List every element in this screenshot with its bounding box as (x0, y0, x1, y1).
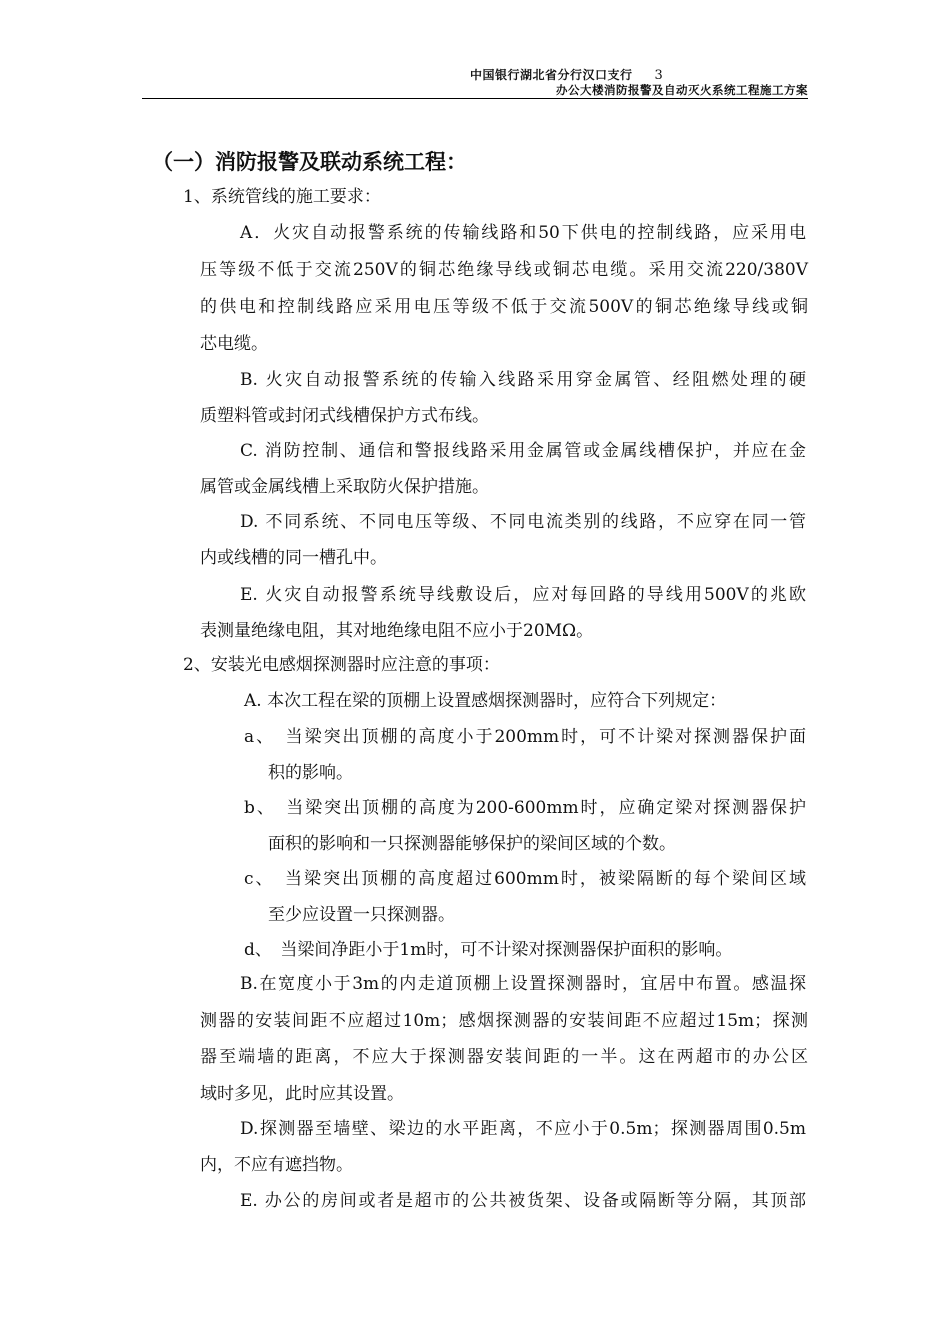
body-line: B.在宽度小于3m的内走道顶棚上设置探测器时，宜居中布置。感温探 (240, 974, 806, 994)
body-line: B. 火灾自动报警系统的传输入线路采用穿金属管、经阻燃处理的硬 (240, 370, 806, 390)
body-line: A. 本次工程在梁的顶棚上设置感烟探测器时，应符合下列规定： (244, 691, 727, 711)
body-line: 至少应设置一只探测器。 (268, 905, 455, 925)
body-line: 内或线槽的同一槽孔中。 (200, 548, 387, 568)
body-line: 内，不应有遮挡物。 (200, 1155, 353, 1175)
body-line: C. 消防控制、通信和警报线路采用金属管或金属线槽保护，并应在金 (240, 441, 806, 461)
body-line: 2、安装光电感烟探测器时应注意的事项： (183, 655, 500, 675)
header-divider (142, 98, 808, 99)
body-line: E. 火灾自动报警系统导线敷设后，应对每回路的导线用500V的兆欧 (240, 585, 806, 605)
body-line: 质塑料管或封闭式线槽保护方式布线。 (200, 406, 489, 426)
page-number: 3 (654, 68, 664, 83)
body-line: A．火灾自动报警系统的传输线路和50下供电的控制线路，应采用电 (240, 223, 806, 243)
body-line: 表测量绝缘电阻，其对地绝缘电阻不应小于20MΩ。 (200, 621, 594, 641)
page-header-title: 办公大楼消防报警及自动灭火系统工程施工方案 (556, 83, 808, 97)
body-line: 面积的影响和一只探测器能够保护的梁间区域的个数。 (268, 834, 676, 854)
body-line: 属管或金属线槽上采取防火保护措施。 (200, 477, 489, 497)
section-heading: （一）消防报警及联动系统工程： (152, 150, 467, 174)
body-line: 1、系统管线的施工要求： (183, 187, 381, 207)
body-line: D.探测器至墙壁、梁边的水平距离，不应小于0.5m；探测器周围0.5m (240, 1119, 806, 1139)
page-header-org (470, 66, 663, 83)
body-line: d、 当梁间净距小于1m时，可不计梁对探测器保护面积的影响。 (244, 940, 733, 960)
body-line: 器至端墙的距离，不应大于探测器安装间距的一半。这在两超市的办公区 (200, 1047, 808, 1067)
body-line: 压等级不低于交流250V的铜芯绝缘导线或铜芯电缆。采用交流220/380V (200, 260, 808, 280)
body-line: D. 不同系统、不同电压等级、不同电流类别的线路，不应穿在同一管 (240, 512, 806, 532)
header-org-name: 中国银行湖北省分行汉口支行 (470, 68, 633, 82)
body-line: 积的影响。 (268, 763, 353, 783)
body-line: 的供电和控制线路应采用电压等级不低于交流500V的铜芯绝缘导线或铜 (200, 297, 808, 317)
body-line: 域时多见，此时应其设置。 (200, 1084, 404, 1104)
body-line: a、 当梁突出顶棚的高度小于200mm时，可不计梁对探测器保护面 (244, 727, 806, 747)
body-line: c、 当梁突出顶棚的高度超过600mm时，被梁隔断的每个梁间区域 (244, 869, 806, 889)
body-line: b、 当梁突出顶棚的高度为200-600mm时，应确定梁对探测器保护 (244, 798, 806, 818)
body-line: 测器的安装间距不应超过10m；感烟探测器的安装间距不应超过15m；探测 (200, 1011, 808, 1031)
body-line: E. 办公的房间或者是超市的公共被货架、设备或隔断等分隔，其顶部 (240, 1191, 806, 1211)
body-line: 芯电缆。 (200, 334, 268, 354)
